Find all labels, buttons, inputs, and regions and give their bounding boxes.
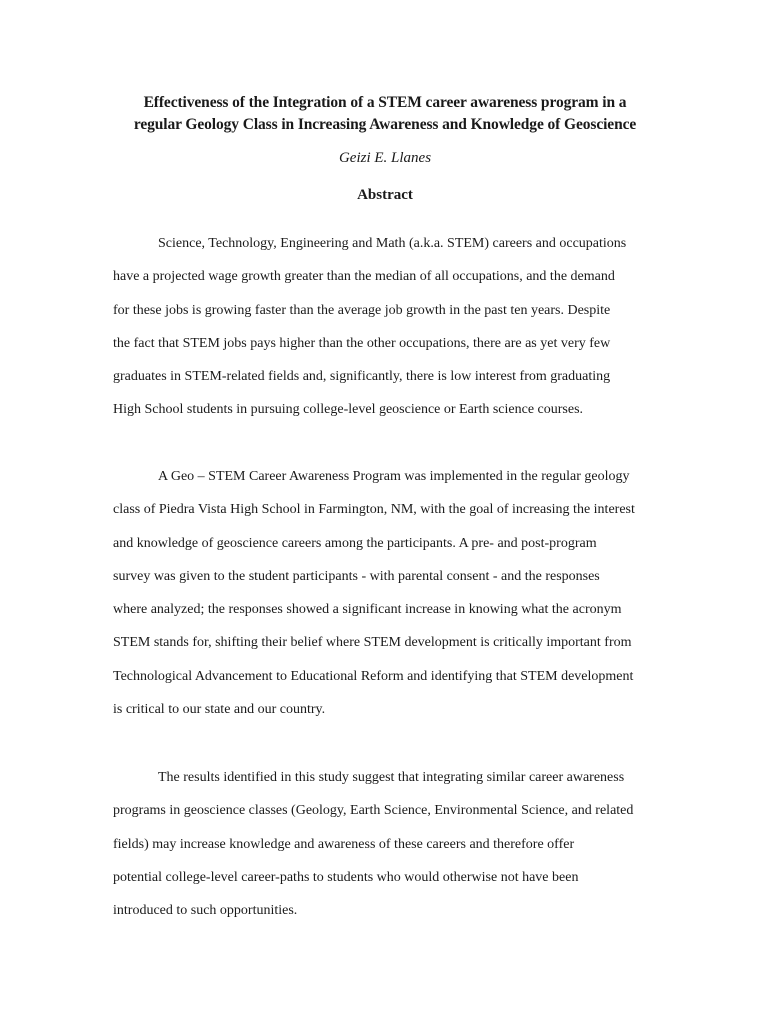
paragraph-line: programs in geoscience classes (Geology, Earth Science, Environmental Science, and related	[113, 803, 634, 819]
paragraph-line: the fact that STEM jobs pays higher than the other occupations, there are as yet very few	[113, 335, 611, 351]
abstract-paragraph-2	[113, 460, 658, 726]
paragraph-line: Science, Technology, Engineering and Math (a.k.a. STEM) careers and occupations	[158, 236, 627, 251]
paragraph-line: STEM stands for, shifting their belief where STEM development is critically important from	[113, 635, 632, 651]
paragraph-line: High School students in pursuing college-level geoscience or Earth science courses.	[113, 402, 584, 418]
paragraph-line: introduced to such opportunities.	[113, 903, 298, 919]
paragraph-line: The results identified in this study suggest that integrating similar career awareness	[158, 770, 625, 785]
paragraph-line: graduates in STEM-related fields and, significantly, there is low interest from graduating	[113, 369, 611, 385]
paragraph-line: is critical to our state and our country.	[113, 702, 326, 718]
paragraph-line: class of Piedra Vista High School in Farmington, NM, with the goal of increasing the interest	[113, 502, 635, 518]
paragraph-line: for these jobs is growing faster than the average job growth in the past ten years. Despite	[113, 302, 611, 318]
paragraph-line: and knowledge of geoscience careers among the participants. A pre- and post-program	[113, 535, 597, 551]
abstract-heading: Abstract	[357, 187, 413, 203]
paragraph-line: fields) may increase knowledge and awareness of these careers and therefore offer	[113, 836, 575, 852]
paragraph-line: have a projected wage growth greater than the median of all occupations, and the demand	[113, 269, 615, 285]
paragraph-line: potential college-level career-paths to students who would otherwise not have been	[113, 869, 579, 885]
abstract-paragraph-3	[113, 761, 658, 927]
paper-title-line-1: Effectiveness of the Integration of a STEM career awareness program in a	[143, 94, 627, 111]
abstract-paragraph-1	[113, 227, 658, 427]
author-name: Geizi E. Llanes	[338, 150, 432, 166]
paragraph-line: A Geo – STEM Career Awareness Program was implemented in the regular geology	[158, 469, 630, 484]
paragraph-line: Technological Advancement to Educational Reform and identifying that STEM development	[113, 668, 634, 684]
paper-title	[100, 92, 670, 136]
paragraph-line: survey was given to the student participants - with parental consent - and the responses	[113, 568, 600, 584]
paper-title-line-2: regular Geology Class in Increasing Awareness and Knowledge of Geoscience	[133, 116, 637, 133]
paragraph-line: where analyzed; the responses showed a significant increase in knowing what the acronym	[113, 602, 622, 618]
